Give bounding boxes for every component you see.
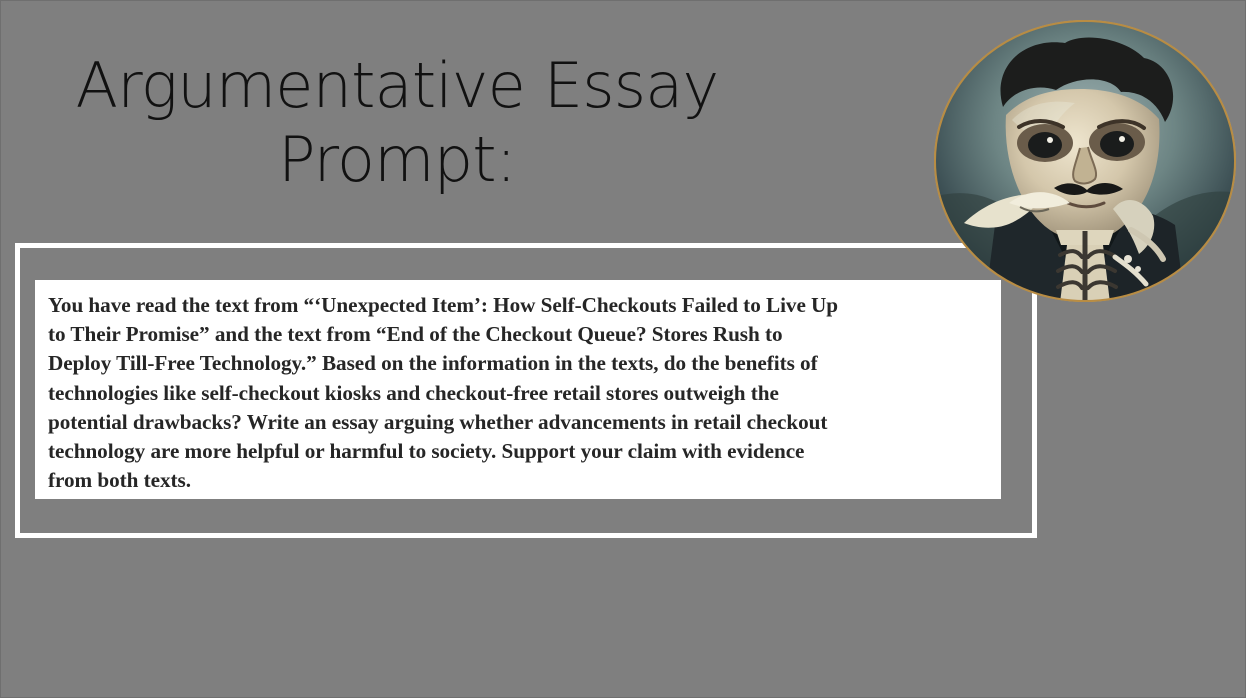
poe-raven-portrait-image	[933, 19, 1237, 303]
slide-title	[41, 49, 753, 197]
slide-title-line-1: Argumentative Essay	[75, 49, 719, 122]
prompt-text: You have read the text from “‘Unexpected Item’: How Self-Checkouts Failed to Live Up to Their Promise” and the text from “End of the Checkout Queue? Stores Rush to Deploy Till-Free Technology.” Based on the information in the texts, do the benefits of technologies like self-checkout kiosks and checkout-free retail stores outweigh the potential drawbacks? Write an essay arguing whether advancements in retail checkout technology are more helpful or harmful to society. Support your claim with evidence from both texts.	[48, 293, 839, 493]
slide-title-line-2: Prompt:	[278, 123, 516, 196]
prompt-card	[35, 280, 1001, 499]
